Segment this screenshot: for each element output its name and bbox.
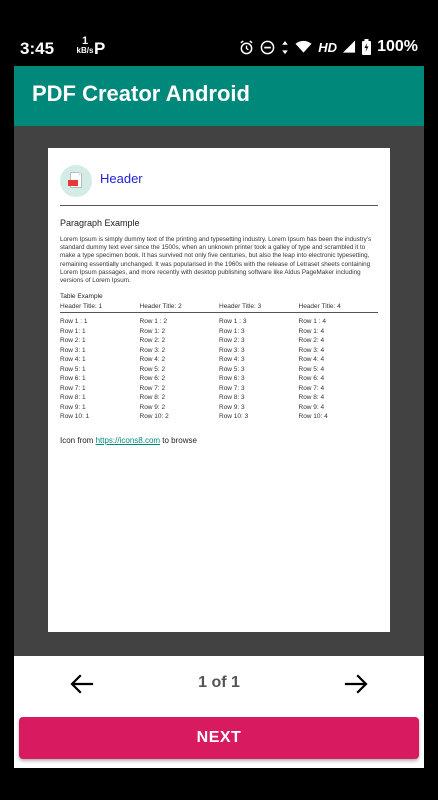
app-title: PDF Creator Android xyxy=(32,81,250,106)
table-cell: Row 2: 3 xyxy=(219,337,245,344)
table-row xyxy=(60,384,378,394)
network-speed xyxy=(76,37,94,55)
table-cell: Row 9: 3 xyxy=(219,403,245,411)
table-row xyxy=(60,327,378,337)
pdf-paragraph-title: Paragraph Example xyxy=(60,218,140,228)
table-cell: Row 6: 1 xyxy=(60,375,86,382)
pdf-table-title: Table Example xyxy=(60,293,103,300)
table-cell: Row 8: 3 xyxy=(219,394,245,401)
table-cell: Row 2: 2 xyxy=(139,337,166,344)
pdf-header-text: Header xyxy=(100,171,143,186)
table-row xyxy=(60,403,378,413)
table-cell: Row 1 : 4 xyxy=(298,318,326,325)
arrow-left-icon[interactable] xyxy=(68,670,96,698)
table-cell: Row 6: 3 xyxy=(219,375,245,382)
table-cell: Row 4: 2 xyxy=(139,356,166,363)
pdf-file-icon xyxy=(60,165,92,197)
table-cell: Row 4: 1 xyxy=(60,356,86,363)
table-cell: Row 1: 2 xyxy=(139,327,166,335)
table-cell: Row 8: 4 xyxy=(298,394,325,401)
pdf-footer-suffix: to browse xyxy=(160,436,197,445)
next-button[interactable]: NEXT xyxy=(19,717,419,759)
table-cell: Row 10: 3 xyxy=(219,413,249,420)
table-cell: Row 3: 1 xyxy=(60,346,86,354)
table-cell: Row 5: 4 xyxy=(298,365,325,373)
pdf-page[interactable] xyxy=(48,148,390,632)
pdf-table xyxy=(60,302,378,422)
status-time: 3:45 xyxy=(20,39,55,58)
alarm-icon xyxy=(239,40,254,55)
network-speed-value: 1 xyxy=(81,35,89,47)
table-cell: Row 3: 4 xyxy=(298,346,325,354)
pdf-footer-text xyxy=(60,436,197,445)
table-cell: Row 10: 2 xyxy=(139,413,169,420)
table-header-cell: Header Title: 2 xyxy=(139,303,182,310)
signal-icon xyxy=(343,40,356,54)
table-cell: Row 9: 4 xyxy=(298,403,325,411)
network-type-label: HD xyxy=(318,39,338,55)
table-cell: Row 6: 2 xyxy=(139,375,166,382)
table-row xyxy=(60,393,378,403)
status-icons xyxy=(239,38,418,56)
table-row xyxy=(60,346,378,356)
table-header-cell: Header Title: 4 xyxy=(298,303,341,310)
table-cell: Row 8: 2 xyxy=(139,394,166,401)
table-cell: Row 1: 1 xyxy=(60,327,86,335)
pdf-footer-prefix: Icon from xyxy=(60,436,96,445)
do-not-disturb-icon xyxy=(260,40,275,55)
wifi-icon xyxy=(295,40,312,54)
table-cell: Row 9: 1 xyxy=(60,403,86,411)
table-cell: Row 7: 4 xyxy=(298,384,325,392)
table-cell: Row 5: 3 xyxy=(219,365,245,373)
pdf-table-divider xyxy=(60,312,378,313)
table-cell: Row 9: 2 xyxy=(139,403,166,411)
table-cell: Row 7: 1 xyxy=(60,384,86,392)
arrow-right-icon[interactable] xyxy=(342,670,370,698)
table-cell: Row 7: 3 xyxy=(219,384,245,392)
table-row xyxy=(60,374,378,384)
table-cell: Row 3: 2 xyxy=(139,346,166,354)
table-cell: Row 1 : 3 xyxy=(219,318,247,325)
table-cell: Row 10: 4 xyxy=(298,413,328,420)
pdf-paragraph-text: Lorem Ipsum is simply dummy text of the printing and typesetting industry. Lorem Ipsum has been the industry's standard dummy text ever since the 1500s, when an unknown printer took a galley of type and scrambled it to make a type specimen book. It has survived not only five centuries, but also the leap into electronic typesetting, remaining essentially unchanged. It was popularised in the 1960s with the release of Letraset sheets containing Lorem Ipsum passages, and more recently with desktop publishing software like Aldus PageMaker including versions of Lorem Ipsum. xyxy=(60,236,372,285)
table-row xyxy=(60,412,378,422)
table-cell: Row 1: 4 xyxy=(298,327,325,335)
table-cell: Row 1 : 2 xyxy=(139,318,167,325)
table-cell: Row 2: 1 xyxy=(60,337,86,344)
pdf-preview-area[interactable] xyxy=(14,126,424,656)
table-header-cell: Header Title: 1 xyxy=(60,303,103,310)
table-cell: Row 2: 4 xyxy=(298,337,325,344)
table-cell: Row 5: 2 xyxy=(139,365,166,373)
bottom-action-area xyxy=(14,712,424,768)
table-row xyxy=(60,365,378,375)
table-cell: Row 4: 4 xyxy=(298,356,325,363)
network-speed-unit: kB/s xyxy=(76,46,94,55)
table-header-cell: Header Title: 3 xyxy=(219,303,262,310)
table-cell: Row 4: 3 xyxy=(219,356,245,363)
table-cell: Row 10: 1 xyxy=(60,413,90,420)
table-cell: Row 8: 1 xyxy=(60,394,86,401)
table-cell: Row 1: 3 xyxy=(219,327,245,335)
pdf-table-body xyxy=(60,317,378,422)
status-bar xyxy=(14,30,424,66)
table-cell: Row 6: 4 xyxy=(298,375,325,382)
app-bar xyxy=(14,66,424,126)
table-row xyxy=(60,355,378,365)
page-navigation-bar xyxy=(14,656,424,712)
table-row xyxy=(60,317,378,327)
pdf-table-header xyxy=(60,302,378,312)
table-cell: Row 5: 1 xyxy=(60,365,86,373)
pdf-header-divider xyxy=(60,205,378,206)
page-indicator: 1 of 1 xyxy=(198,674,240,691)
notification-p-icon: P xyxy=(94,39,106,58)
table-cell: Row 3: 3 xyxy=(219,346,245,354)
battery-level: 100% xyxy=(377,38,418,55)
table-row xyxy=(60,336,378,346)
table-cell: Row 1 : 1 xyxy=(60,318,88,325)
icons8-link[interactable]: https://icons8.com xyxy=(95,436,161,445)
battery-charging-icon xyxy=(362,39,371,55)
table-cell: Row 7: 2 xyxy=(139,384,166,392)
data-transfer-icon xyxy=(281,40,289,55)
